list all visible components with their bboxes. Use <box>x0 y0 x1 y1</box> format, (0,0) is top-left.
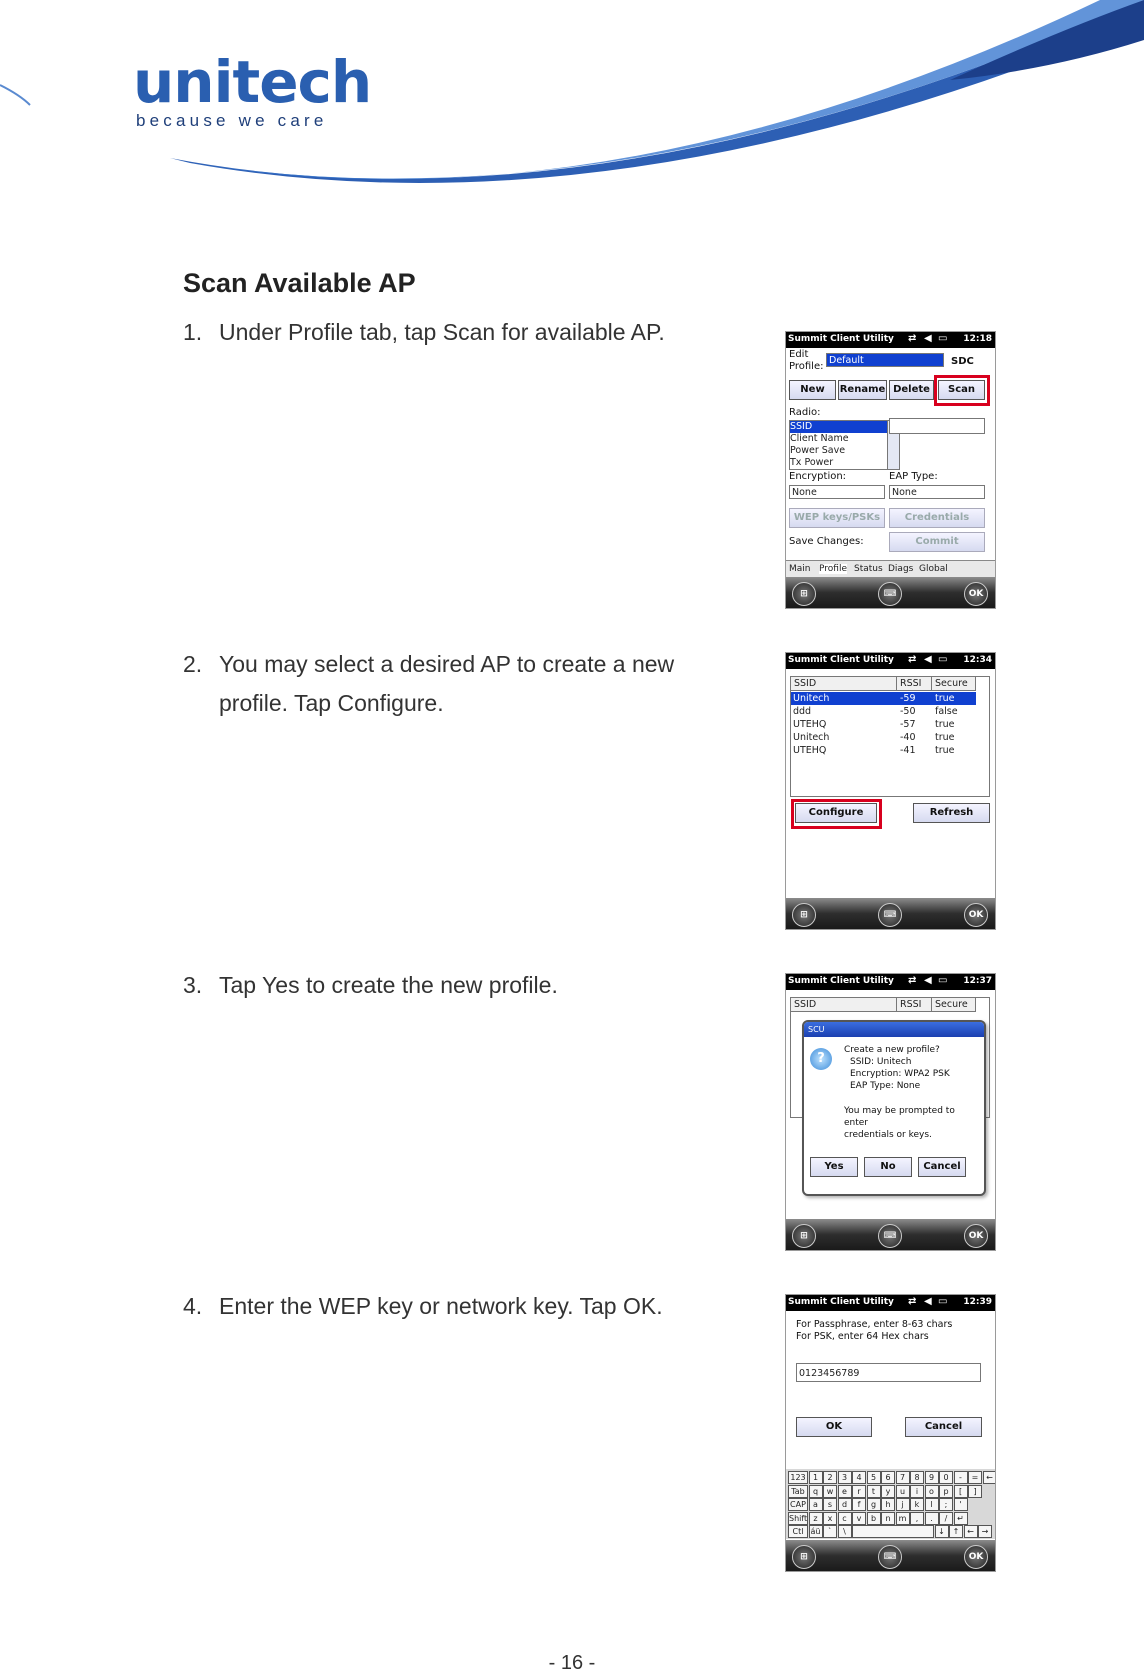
clock: 12:37 <box>963 976 992 986</box>
keyboard-key[interactable]: - <box>954 1471 968 1484</box>
step-text: Tap Yes to create the new profile. <box>219 972 558 998</box>
connectivity-icon: ⇄ <box>908 975 917 986</box>
soft-keyboard <box>786 1469 995 1539</box>
table-row[interactable] <box>791 705 976 718</box>
column-header[interactable]: SSID <box>791 677 897 691</box>
dialog-text: credentials or keys. <box>844 1130 932 1140</box>
yes-button[interactable]: Yes <box>810 1157 858 1177</box>
keyboard-key[interactable]: 123 <box>788 1471 808 1484</box>
rssi-cell: -59 <box>900 693 916 704</box>
keyboard-key[interactable]: b <box>867 1512 881 1525</box>
column-header[interactable]: Secure <box>932 677 976 691</box>
windows-start-icon[interactable]: ⊞ <box>792 1545 816 1569</box>
keyboard-key[interactable]: Shift <box>789 1513 808 1523</box>
step-4 <box>183 1287 743 1326</box>
ok-button[interactable]: OK <box>964 1224 988 1248</box>
speaker-icon: ◀ <box>924 1296 932 1307</box>
brand-logo: unitech <box>133 48 372 116</box>
encryption-dropdown[interactable]: None <box>789 485 885 499</box>
radio-value-input[interactable] <box>889 418 985 434</box>
refresh-button[interactable]: Refresh <box>913 803 990 823</box>
keyboard-key[interactable]: y <box>881 1485 895 1498</box>
device-screenshot-create-profile <box>785 973 996 1251</box>
step-number: 3. <box>183 972 203 998</box>
secure-cell: true <box>935 719 955 730</box>
keyboard-key[interactable]: s <box>823 1498 837 1511</box>
keyboard-key[interactable]: q <box>809 1485 823 1498</box>
speaker-icon: ◀ <box>924 975 932 986</box>
keyboard-icon[interactable]: ⌨ <box>878 1224 902 1248</box>
status-bar <box>786 1295 995 1311</box>
column-header[interactable]: Secure <box>932 998 976 1012</box>
keyboard-key[interactable]: 2 <box>823 1471 837 1484</box>
sdc-logo: SDC <box>951 356 974 367</box>
wep-keys-button[interactable]: WEP keys/PSKs <box>789 508 885 528</box>
step-number: 1. <box>183 319 203 345</box>
keyboard-key[interactable]: ↵ <box>954 1512 968 1525</box>
keyboard-key[interactable]: ← <box>983 1471 997 1484</box>
keyboard-key[interactable] <box>852 1525 934 1538</box>
commit-button[interactable]: Commit <box>889 532 985 552</box>
clock: 12:18 <box>963 334 992 344</box>
bottom-bar <box>786 1540 995 1571</box>
battery-icon: ▭ <box>938 975 948 986</box>
secure-cell: true <box>935 732 955 743</box>
ssid-cell: Unitech <box>793 693 830 704</box>
keyboard-key[interactable]: g <box>867 1498 881 1511</box>
keyboard-key[interactable]: d <box>838 1498 852 1511</box>
keyboard-key[interactable]: ' <box>954 1498 968 1511</box>
keyboard-key[interactable]: k <box>910 1498 924 1511</box>
battery-icon: ▭ <box>938 333 948 344</box>
ok-button[interactable]: OK <box>964 1545 988 1569</box>
keyboard-key[interactable]: [ <box>954 1485 968 1498</box>
ok-dialog-button[interactable]: OK <box>796 1417 872 1437</box>
status-bar <box>786 653 995 669</box>
encryption-label: Encryption: <box>789 471 847 482</box>
secure-cell: false <box>935 706 958 717</box>
dialog-text: enter <box>844 1118 869 1128</box>
keyboard-key[interactable]: ` <box>823 1525 837 1538</box>
speaker-icon: ◀ <box>924 333 932 344</box>
column-header[interactable]: SSID <box>791 998 897 1012</box>
keyboard-key[interactable]: → <box>978 1525 992 1538</box>
keyboard-key[interactable]: ↑ <box>949 1525 963 1538</box>
highlight-box <box>791 799 882 829</box>
tab-diags[interactable]: Diags <box>888 564 914 574</box>
keyboard-key[interactable]: v <box>852 1512 866 1525</box>
dialog-text: Encryption: WPA2 PSK <box>850 1069 950 1079</box>
rename-button[interactable]: Rename <box>838 380 887 400</box>
question-icon: ? <box>810 1048 832 1070</box>
keyboard-key[interactable]: 1 <box>809 1471 823 1484</box>
windows-start-icon[interactable]: ⊞ <box>792 1224 816 1248</box>
keyboard-key[interactable]: , <box>910 1512 924 1525</box>
edit-label: Edit <box>789 349 809 360</box>
app-title: Summit Client Utility <box>788 655 894 665</box>
list-item[interactable]: Power Save <box>790 445 846 456</box>
app-title: Summit Client Utility <box>788 976 894 986</box>
rssi-cell: -50 <box>900 706 916 717</box>
keyboard-key[interactable]: z <box>809 1512 823 1525</box>
tab-main[interactable]: Main <box>789 564 811 574</box>
step-number: 4. <box>183 1293 203 1319</box>
keyboard-key[interactable]: CAP <box>788 1498 808 1511</box>
dialog-title: SCU <box>804 1022 984 1037</box>
keyboard-key[interactable]: t <box>867 1485 881 1498</box>
list-item[interactable]: Client Name <box>790 433 849 444</box>
windows-start-icon[interactable]: ⊞ <box>792 903 816 927</box>
cancel-button[interactable]: Cancel <box>905 1417 982 1437</box>
keyboard-key[interactable]: w <box>823 1485 837 1498</box>
device-screenshot-profile <box>785 331 996 609</box>
device-screenshot-scan-list <box>785 652 996 930</box>
keyboard-key[interactable]: u <box>896 1485 910 1498</box>
status-bar <box>786 974 995 990</box>
radio-label: Radio: <box>789 407 821 418</box>
dialog-text: EAP Type: None <box>850 1081 921 1091</box>
keyboard-key[interactable]: ; <box>939 1498 953 1511</box>
clock: 12:39 <box>963 1297 992 1307</box>
keyboard-key[interactable]: = <box>968 1471 982 1484</box>
eap-type-dropdown[interactable]: None <box>889 485 985 499</box>
keyboard-key[interactable]: Tab <box>788 1485 808 1498</box>
keyboard-key[interactable]: i <box>910 1485 924 1498</box>
tab-global[interactable]: Global <box>919 564 948 574</box>
step-2 <box>183 645 703 723</box>
keyboard-key[interactable]: 3 <box>838 1471 852 1484</box>
tab-profile[interactable]: Profile <box>819 564 847 574</box>
rssi-cell: -57 <box>900 719 916 730</box>
profile-label: Profile: <box>789 361 824 372</box>
step-3 <box>183 966 743 1005</box>
list-item[interactable]: Tx Power <box>790 457 834 468</box>
keyboard-icon[interactable]: ⌨ <box>878 1545 902 1569</box>
battery-icon: ▭ <box>938 1296 948 1307</box>
keyboard-key[interactable]: 9 <box>925 1471 939 1484</box>
hint-text: For Passphrase, enter 8-63 chars <box>796 1319 953 1330</box>
keyboard-key[interactable]: . <box>925 1512 939 1525</box>
connectivity-icon: ⇄ <box>908 654 917 665</box>
credentials-button[interactable]: Credentials <box>889 508 985 528</box>
app-title: Summit Client Utility <box>788 1297 894 1307</box>
keyboard-key[interactable]: áü <box>809 1525 823 1538</box>
column-header[interactable]: RSSI <box>897 677 932 691</box>
keyboard-key[interactable]: 4 <box>852 1471 866 1484</box>
rssi-cell: -41 <box>900 745 916 756</box>
keyboard-key[interactable]: ↓ <box>935 1525 949 1538</box>
keyboard-key[interactable]: 0 <box>939 1471 953 1484</box>
no-button[interactable]: No <box>864 1157 912 1177</box>
hint-text: For PSK, enter 64 Hex chars <box>796 1331 929 1342</box>
step-text: Under Profile tab, tap Scan for available AP. <box>219 319 665 345</box>
bottom-bar <box>786 898 995 929</box>
eap-type-label: EAP Type: <box>889 471 938 482</box>
step-number: 2. <box>183 651 203 677</box>
step-text: You may select a desired AP to create a new profile. Tap Configure. <box>219 651 675 716</box>
keyboard-icon[interactable]: ⌨ <box>878 582 902 606</box>
device-screenshot-enter-key <box>785 1294 996 1572</box>
windows-start-icon[interactable]: ⊞ <box>792 582 816 606</box>
dialog-text: SSID: Unitech <box>850 1057 912 1067</box>
keyboard-key[interactable]: 7 <box>896 1471 910 1484</box>
tab-bar <box>786 560 995 578</box>
ssid-cell: ddd <box>793 706 812 717</box>
keyboard-key[interactable]: n <box>881 1512 895 1525</box>
keyboard-key[interactable]: l <box>925 1498 939 1511</box>
cancel-button[interactable]: Cancel <box>918 1157 966 1177</box>
dialog-text: You may be prompted to <box>844 1106 955 1116</box>
scan-button[interactable]: Scan <box>938 380 985 400</box>
secure-cell: true <box>935 745 955 756</box>
keyboard-key[interactable]: 8 <box>910 1471 924 1484</box>
keyboard-key[interactable]: p <box>939 1485 953 1498</box>
table-row[interactable] <box>791 744 976 757</box>
table-row[interactable] <box>791 692 976 705</box>
ssid-cell: UTEHQ <box>793 745 827 756</box>
connectivity-icon: ⇄ <box>908 1296 917 1307</box>
battery-icon: ▭ <box>938 654 948 665</box>
connectivity-icon: ⇄ <box>908 333 917 344</box>
ok-button[interactable]: OK <box>964 582 988 606</box>
column-header[interactable]: RSSI <box>897 998 932 1012</box>
save-changes-label: Save Changes: <box>789 536 864 547</box>
list-item[interactable]: SSID <box>790 421 888 433</box>
dialog-text: Create a new profile? <box>844 1045 940 1055</box>
page-title: Scan Available AP <box>183 268 416 298</box>
ap-table <box>790 676 990 797</box>
keyboard-key[interactable]: j <box>896 1498 910 1511</box>
key-input[interactable]: 0123456789 <box>796 1363 981 1382</box>
keyboard-key[interactable]: Ctl <box>788 1525 808 1538</box>
clock: 12:34 <box>963 655 992 665</box>
tab-status[interactable]: Status <box>854 564 883 574</box>
brand-tagline: because we care <box>136 111 328 130</box>
keyboard-key[interactable]: 5 <box>867 1471 881 1484</box>
new-button[interactable]: New <box>789 380 836 400</box>
page-number: - 16 - <box>548 1652 596 1674</box>
keyboard-key[interactable]: x <box>823 1512 837 1525</box>
keyboard-key[interactable]: / <box>939 1512 953 1525</box>
secure-cell: true <box>935 693 955 704</box>
table-row[interactable] <box>791 718 976 731</box>
highlight-box <box>934 375 990 406</box>
bottom-bar <box>786 1219 995 1250</box>
ssid-cell: UTEHQ <box>793 719 827 730</box>
configure-button[interactable]: Configure <box>795 803 877 823</box>
rssi-cell: -40 <box>900 732 916 743</box>
keyboard-key[interactable]: f <box>852 1498 866 1511</box>
step-text: Enter the WEP key or network key. Tap OK. <box>219 1293 663 1319</box>
ssid-cell: Unitech <box>793 732 830 743</box>
speaker-icon: ◀ <box>924 654 932 665</box>
keyboard-key[interactable]: a <box>809 1498 823 1511</box>
status-bar <box>786 332 995 348</box>
keyboard-icon[interactable]: ⌨ <box>878 903 902 927</box>
keyboard-key[interactable]: 6 <box>881 1471 895 1484</box>
keyboard-key[interactable]: m <box>896 1512 910 1525</box>
radio-list[interactable] <box>789 420 889 470</box>
app-title: Summit Client Utility <box>788 334 894 344</box>
delete-button[interactable]: Delete <box>889 380 934 400</box>
keyboard-key[interactable]: o <box>925 1485 939 1498</box>
scu-dialog <box>802 1020 986 1196</box>
profile-dropdown[interactable]: Default <box>826 353 944 367</box>
keyboard-key[interactable]: c <box>838 1512 852 1525</box>
bottom-bar <box>786 577 995 608</box>
keyboard-key[interactable]: \ <box>838 1525 852 1538</box>
keyboard-key[interactable]: e <box>838 1485 852 1498</box>
keyboard-key[interactable]: ← <box>964 1525 978 1538</box>
keyboard-key[interactable]: r <box>852 1485 866 1498</box>
keyboard-key[interactable]: h <box>881 1498 895 1511</box>
step-1 <box>183 313 743 352</box>
table-row[interactable] <box>791 731 976 744</box>
keyboard-key[interactable]: ] <box>968 1485 982 1498</box>
ok-button[interactable]: OK <box>964 903 988 927</box>
